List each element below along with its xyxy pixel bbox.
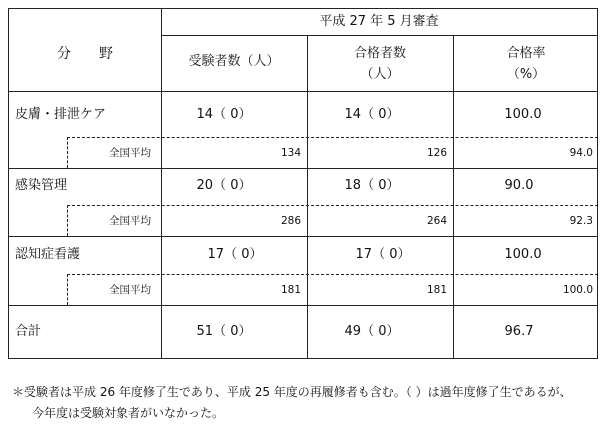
total-rate: 96.7: [504, 324, 534, 339]
footnote-line-2: 今年度は受験対象者がいなかった。: [32, 406, 225, 420]
row-separator-2: [9, 236, 598, 237]
avg-row-divider-3: [67, 274, 598, 275]
field-header: 分 野: [57, 46, 113, 62]
row-examinees: 14（ 0）: [196, 107, 252, 122]
avg-rate: 100.0: [562, 284, 593, 296]
avg-row-indent-3: [67, 274, 68, 305]
header-bottom-line: [9, 91, 598, 92]
total-label: 合計: [15, 324, 42, 339]
exam-header-divider: [161, 35, 598, 36]
row-passers: 17（ 0）: [355, 247, 411, 262]
row-rate: 100.0: [504, 247, 542, 262]
avg-row-divider-1: [67, 137, 598, 138]
examinees-header: 受験者数（人）: [188, 54, 280, 69]
row-field: 感染管理: [15, 178, 68, 193]
avg-passers: 181: [426, 284, 447, 296]
avg-examinees: 181: [280, 284, 301, 296]
row-separator-1: [9, 168, 598, 169]
avg-label: 全国平均: [109, 147, 151, 159]
avg-row-divider-2: [67, 205, 598, 206]
rate-header-unit: （%）: [506, 67, 546, 82]
avg-examinees: 286: [280, 215, 301, 227]
passers-header: 合格者数: [353, 46, 407, 61]
total-examinees: 51（ 0）: [196, 324, 252, 339]
avg-rate: 92.3: [569, 215, 593, 227]
results-table: [8, 8, 598, 359]
row-examinees: 20（ 0）: [196, 178, 252, 193]
row-separator-3: [9, 305, 598, 306]
avg-row-indent-1: [67, 137, 68, 168]
avg-label: 全国平均: [109, 215, 151, 227]
col-divider-1: [307, 35, 308, 359]
footnote-line-1: ＊受験者は平成 26 年度修了生であり、平成 25 年度の再履修者も含む。（ ）は過年度修了生であるが、: [12, 385, 572, 399]
avg-label: 全国平均: [109, 284, 151, 296]
col-divider-2: [453, 35, 454, 359]
exam-header: 平成 27 年 5 月審査: [319, 14, 439, 29]
rate-header: 合格率: [506, 46, 546, 61]
avg-row-indent-2: [67, 205, 68, 236]
row-rate: 100.0: [504, 107, 542, 122]
avg-rate: 94.0: [569, 147, 593, 159]
avg-examinees: 134: [280, 147, 301, 159]
row-field: 認知症看護: [15, 247, 81, 262]
row-passers: 18（ 0）: [344, 178, 400, 193]
field-column-divider: [161, 9, 162, 359]
row-examinees: 17（ 0）: [207, 247, 263, 262]
row-rate: 90.0: [504, 178, 534, 193]
passers-header-unit: （人）: [360, 67, 400, 82]
row-field: 皮膚・排泄ケア: [15, 107, 107, 122]
row-passers: 14（ 0）: [344, 107, 400, 122]
avg-passers: 126: [426, 147, 447, 159]
total-passers: 49（ 0）: [344, 324, 400, 339]
avg-passers: 264: [426, 215, 447, 227]
